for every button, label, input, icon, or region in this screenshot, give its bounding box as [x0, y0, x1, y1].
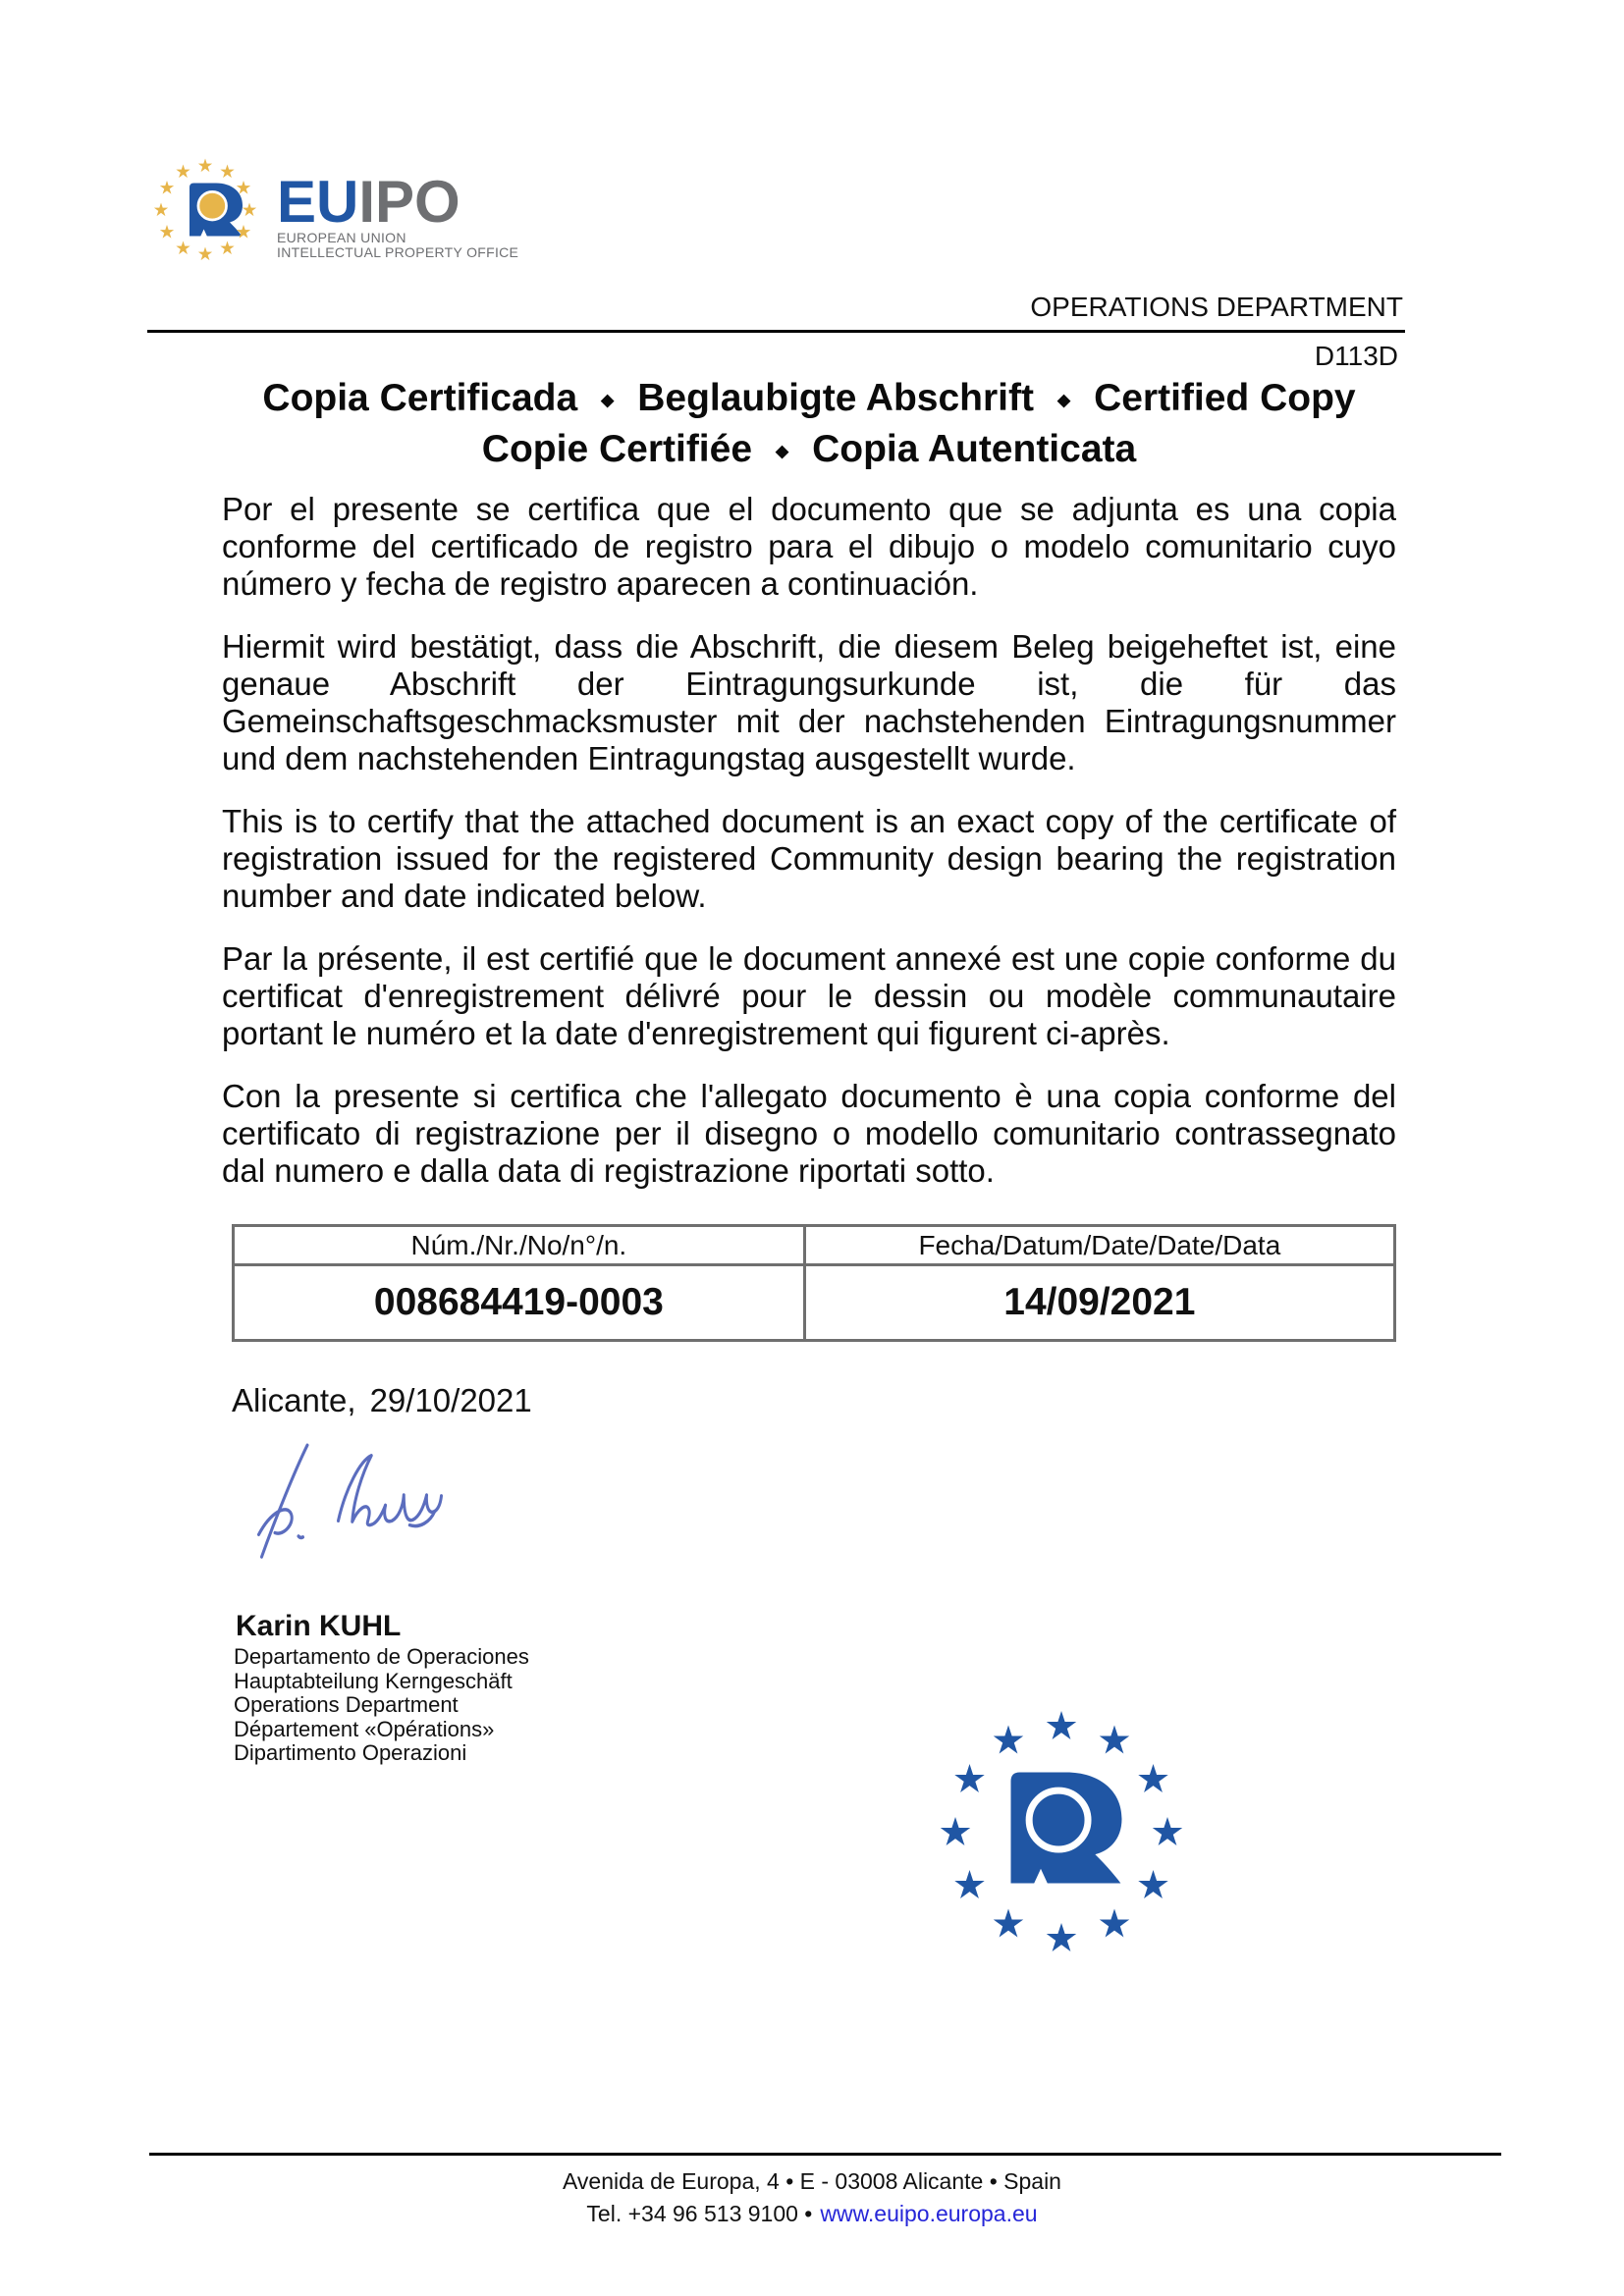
title-line2: [222, 427, 1396, 478]
footer-divider: [149, 2153, 1501, 2156]
logo-subtitle-line1: EUROPEAN UNION: [277, 230, 406, 245]
eu-star-icon: [954, 1764, 984, 1792]
place-and-date: [232, 1382, 532, 1419]
eu-star-icon: [154, 203, 168, 217]
signing-date: 29/10/2021: [369, 1382, 532, 1418]
eu-star-icon: [941, 1817, 970, 1845]
wordmark-eu: EU: [277, 169, 359, 235]
eu-star-icon: [1100, 1909, 1129, 1938]
eu-star-icon: [1047, 1923, 1076, 1951]
handwritten-signature: [251, 1433, 443, 1571]
title-line1: [222, 376, 1396, 427]
eu-star-icon: [994, 1909, 1023, 1938]
eu-star-icon: [1138, 1764, 1167, 1792]
eu-star-icon: [994, 1726, 1023, 1754]
table-header-number: Núm./Nr./No/n°/n.: [235, 1227, 806, 1266]
paragraph-spanish: Por el presente se certifica que el documento que se adjunta es una copia conforme del certificado de registro para el dibujo o modelo comunitario cuyo número y fecha de registro aparecen a continuación.: [222, 491, 1396, 602]
paragraph-german: Hiermit wird bestätigt, dass die Abschrift, die diesem Beleg beigeheftet ist, eine genaue Abschrift der Eintragungsurkunde ist, die für das Gemeinschaftsgeschmacksmuster mit der nachstehenden Eintragungsnummer und dem nachstehenden Eintragungstag ausgestellt wurde.: [222, 628, 1396, 776]
paragraph-italian: Con la presente si certifica che l'allegato documento è una copia conforme del certificato di registrazione per il disegno o modello comunitario contrassegnato dal numero e dalla data di registrazione riportati sotto.: [222, 1078, 1396, 1189]
title-fr: Copie Certifiée: [481, 428, 753, 470]
department-header: OPERATIONS DEPARTMENT: [1030, 292, 1403, 322]
euipo-logo-mark-icon: [150, 149, 260, 267]
footer-phone: Tel. +34 96 513 9100 •: [586, 2201, 813, 2226]
logo-circle: [198, 191, 227, 220]
paragraph-english: This is to certify that the attached document is an exact copy of the certificate of registration issued for the registered Community design bearing the registration number and date indicated below.: [222, 803, 1396, 914]
eu-star-icon: [1153, 1817, 1182, 1845]
signing-place: Alicante,: [232, 1382, 356, 1418]
department-list: [234, 1645, 529, 1766]
signer-name: Karin KUHL: [236, 1610, 402, 1642]
eu-star-icon: [954, 1870, 984, 1898]
department-fr: Département «Opérations»: [234, 1716, 495, 1741]
eu-star-icon: [220, 241, 234, 255]
euipo-wordmark: [277, 169, 519, 260]
registration-date: 14/09/2021: [1003, 1281, 1196, 1323]
eu-star-icon: [1138, 1870, 1167, 1898]
footer-contact: [0, 2198, 1624, 2230]
title-it: Copia Autenticata: [812, 428, 1137, 470]
document-title: [222, 376, 1396, 478]
eu-star-icon: [176, 165, 189, 179]
paragraph-french: Par la présente, il est certifié que le document annexé est une copie conforme du certificat d'enregistrement délivré pour le dessin ou modèle communautaire portant le numéro et la date d'enregistrement qui figurent ci-après.: [222, 940, 1396, 1051]
eu-star-icon: [1047, 1711, 1076, 1739]
footer-address: Avenida de Europa, 4 • E - 03008 Alicante • Spain: [563, 2168, 1061, 2194]
eu-star-icon: [198, 159, 212, 173]
eu-star-icon: [237, 225, 250, 239]
form-code: D113D: [1314, 341, 1398, 371]
department-es: Departamento de Operaciones: [234, 1644, 529, 1669]
diamond-separator-icon: ◆: [776, 442, 789, 460]
eu-star-icon: [243, 203, 256, 217]
department-it: Dipartimento Operazioni: [234, 1740, 467, 1765]
eu-star-icon: [220, 165, 234, 179]
footer: [0, 2165, 1624, 2230]
table-header-date: Fecha/Datum/Date/Date/Data: [806, 1227, 1393, 1266]
diamond-separator-icon: ◆: [601, 391, 615, 409]
logo-subtitle-line2: INTELLECTUAL PROPERTY OFFICE: [277, 244, 519, 260]
registered-design-stamp-icon: [929, 1700, 1194, 1965]
registration-table: [232, 1224, 1396, 1342]
registration-number: 008684419-0003: [235, 1266, 806, 1339]
eu-star-icon: [160, 225, 174, 239]
department-en: Operations Department: [234, 1692, 459, 1717]
title-es: Copia Certificada: [262, 377, 578, 419]
diamond-separator-icon: ◆: [1056, 391, 1071, 409]
footer-website-link[interactable]: www.euipo.europa.eu: [820, 2201, 1038, 2226]
department-de: Hauptabteilung Kerngeschäft: [234, 1668, 513, 1693]
title-de: Beglaubigte Abschrift: [637, 377, 1034, 419]
eu-star-icon: [160, 181, 174, 194]
certification-paragraphs: [222, 491, 1396, 1215]
eu-star-icon: [237, 181, 250, 194]
eu-star-icon: [1100, 1726, 1129, 1754]
header-divider: [147, 330, 1405, 333]
eu-star-icon: [176, 241, 189, 255]
wordmark-ipo: IPO: [358, 169, 460, 235]
eu-star-icon: [198, 247, 212, 261]
title-en: Certified Copy: [1094, 377, 1356, 419]
